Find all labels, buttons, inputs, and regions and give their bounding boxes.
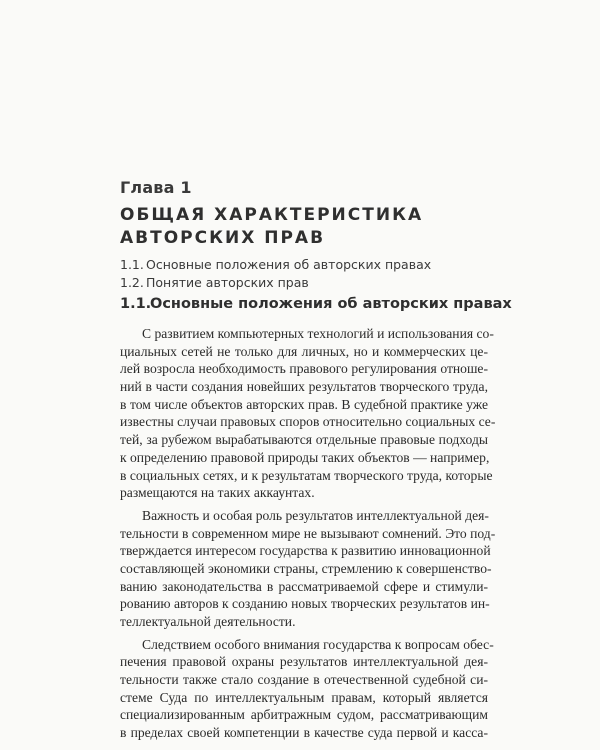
text-line: составляющей экономики страны, стремлению к совершенство- <box>120 560 492 576</box>
paragraph <box>120 507 496 631</box>
text-line: к определению правовой природы таких объектов — например, <box>120 449 490 465</box>
text-line: циальных сетей не только для личных, но и коммерческих це- <box>120 343 488 359</box>
section-heading <box>120 296 512 312</box>
toc-item-title: Понятие авторских прав <box>146 275 309 290</box>
toc-item-number: 1.2. <box>120 275 144 290</box>
text-line: стеме Суда по интеллектуальным правам, который является <box>120 689 488 705</box>
paragraph <box>120 636 494 742</box>
text-line: тельности также стало создание в отечественной судебной си- <box>120 672 488 688</box>
text-line: известны случаи правовых споров относительно социальных се- <box>120 414 496 430</box>
text-line: в пределах своей компетенции в качестве суда первой и касса- <box>120 725 488 741</box>
body-text <box>120 325 496 742</box>
chapter-title-line: ОБЩАЯ ХАРАКТЕРИСТИКА <box>120 205 424 225</box>
text-line: в том числе объектов авторских прав. В судебной практике уже <box>120 396 488 412</box>
chapter-label: Глава 1 <box>120 178 192 197</box>
text-line: ний в части создания новейших результатов творческого труда, <box>120 379 488 395</box>
text-line: лей возросла необходимость правового регулирования отноше- <box>120 361 488 377</box>
chapter-title-line: АВТОРСКИХ ПРАВ <box>120 228 326 248</box>
text-line: специализированным арбитражным судом, рассматривающим <box>120 707 488 723</box>
text-line: ванию законодательства в рассматриваемой сфере и стимули- <box>120 578 488 594</box>
toc-item-number: 1.1. <box>120 257 144 272</box>
text-line: печения правовой охраны результатов интеллектуальной дея- <box>120 654 488 670</box>
text-line: тверждается интересом государства к развитию инновационной <box>120 543 491 559</box>
section-number: 1.1. <box>120 296 152 312</box>
text-line: теллектуальной деятельности. <box>120 614 296 629</box>
text-line: рованию авторов к созданию новых творческих результатов ин- <box>120 596 490 612</box>
text-line: Следствием особого внимания государства к вопросам обес- <box>142 636 494 652</box>
text-line: Важность и особая роль результатов интеллектуальной дея- <box>142 507 489 523</box>
toc-item <box>120 274 431 292</box>
text-line: размещаются на таких аккаунтах. <box>120 485 315 501</box>
chapter-contents <box>120 256 431 292</box>
text-line: тельности в современном мире не вызывают сомнений. Это под- <box>120 525 496 541</box>
paragraph <box>120 325 496 502</box>
section-title: Основные положения об авторских правах <box>150 296 512 312</box>
text-line: С развитием компьютерных технологий и использования со- <box>142 326 494 341</box>
toc-item-title: Основные положения об авторских правах <box>146 257 432 272</box>
text-line: в социальных сетях, и к результатам творческого труда, которые <box>120 467 493 483</box>
toc-item <box>120 256 431 274</box>
text-line: тей, за рубежом вырабатываются отдельные правовые подходы <box>120 432 488 448</box>
chapter-title <box>120 204 423 250</box>
